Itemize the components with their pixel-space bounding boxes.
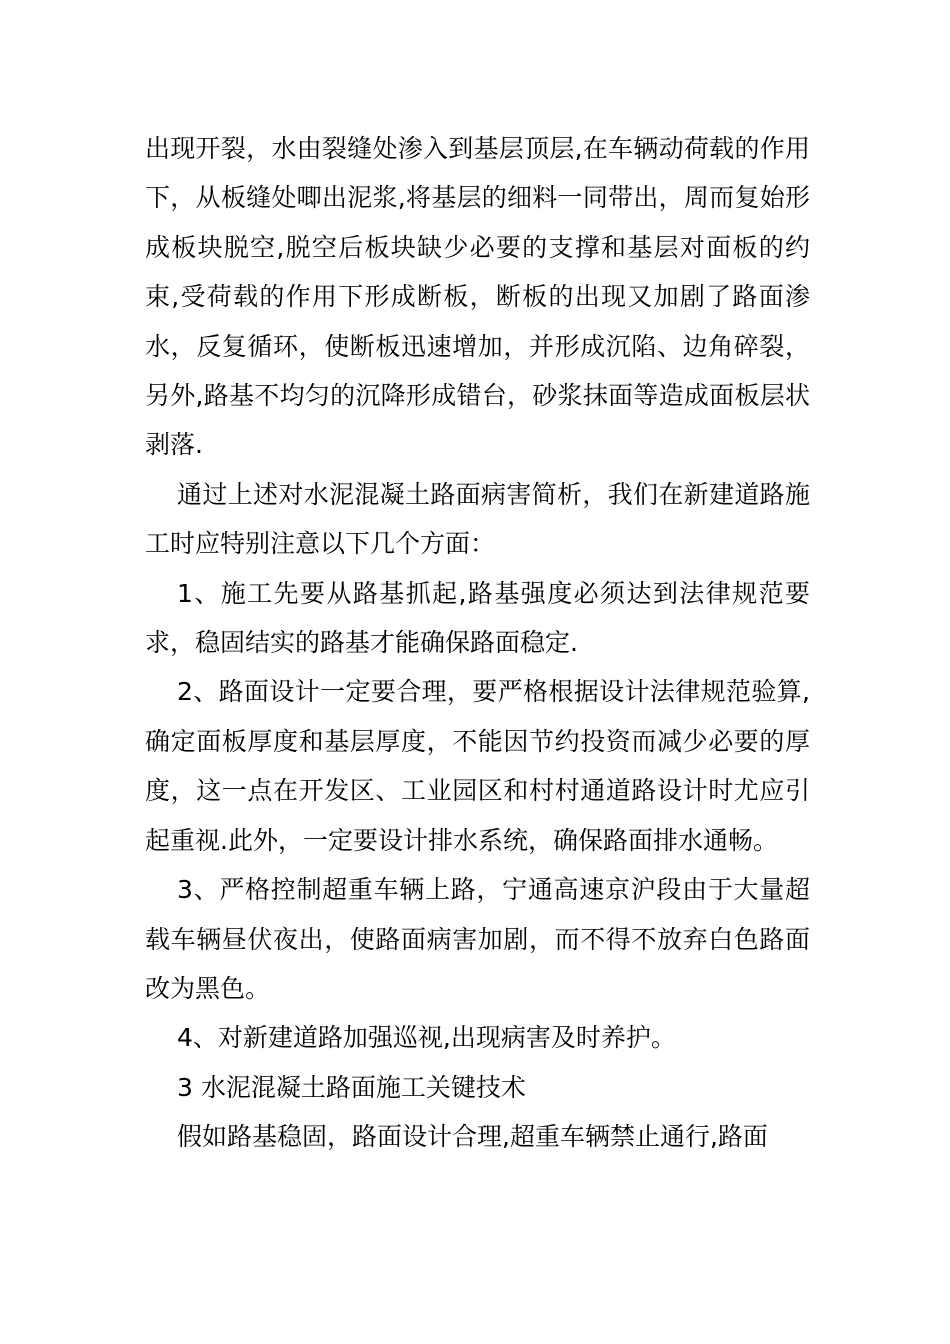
section-heading: 3 水泥混凝土路面施工关键技术 xyxy=(177,1072,526,1102)
list-item-4: 4、对新建道路加强巡视,出现病害及时养护。 xyxy=(177,1023,676,1053)
document-page xyxy=(145,124,810,1162)
paragraph-summary: 通过上述对水泥混凝土路面病害简析，我们在新建道路施工时应特别注意以下几个方面： xyxy=(145,479,810,559)
paragraph-last: 假如路基稳固，路面设计合理,超重车辆禁止通行,路面 xyxy=(177,1122,768,1152)
list-item-2: 2、路面设计一定要合理，要严格根据设计法律规范验算,确定面板厚度和基层厚度，不能因节约投资而减少必要的厚度，这一点在开发区、工业园区和村村通道路设计时尤应引起重视.此外，一定要设计排水系统，确保路面排水通畅。 xyxy=(145,677,810,855)
list-item-3: 3、严格控制超重车辆上路，宁通高速京沪段由于大量超载车辆昼伏夜出，使路面病害加剧，而不得不放弃白色路面改为黑色。 xyxy=(145,875,810,1003)
list-item-1: 1、施工先要从路基抓起,路基强度必须达到法律规范要求，稳固结实的路基才能确保路面稳定. xyxy=(145,578,810,658)
paragraph-continuation: 出现开裂，水由裂缝处渗入到基层顶层,在车辆动荷载的作用下，从板缝处唧出泥浆,将基层的细料一同带出，周而复始形成板块脱空,脱空后板块缺少必要的支撑和基层对面板的约束,受荷载的作用下形成断板，断板的出现又加剧了路面渗水，反复循环，使断板迅速增加，并形成沉陷、边角碎裂，另外,路基不均匀的沉降形成错台，砂浆抹面等造成面板层状剥落. xyxy=(145,134,810,460)
